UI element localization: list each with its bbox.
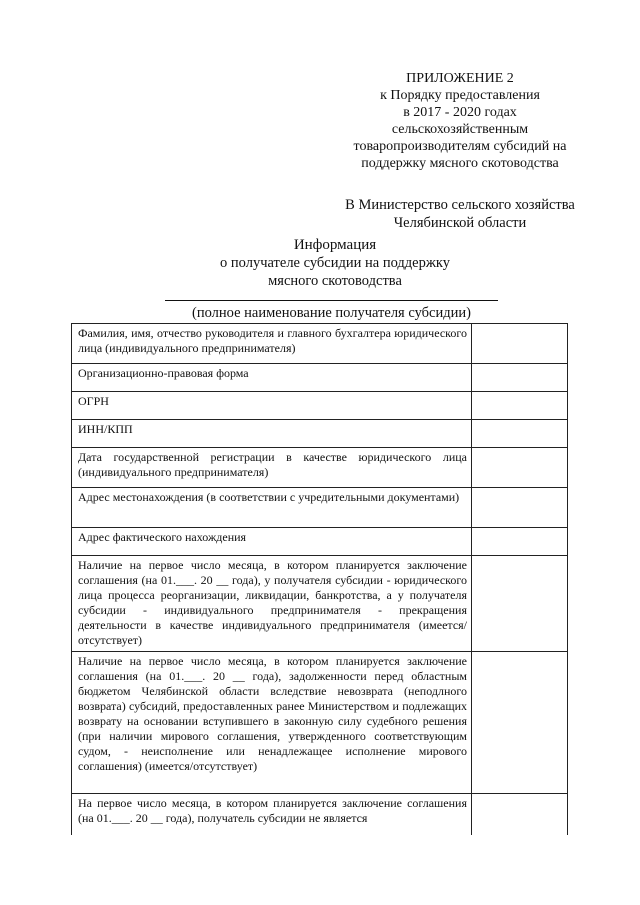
row-label: ОГРН <box>72 392 472 420</box>
appendix-line: товаропроизводителям субсидий на <box>353 139 567 154</box>
title-line: мясного скотоводства <box>268 273 402 289</box>
row-label: Адрес фактического нахождения <box>72 528 472 556</box>
recipient-name-caption: (полное наименование получателя субсидии) <box>192 305 471 321</box>
row-label: На первое число месяца, в котором планируется заключение соглашения (на 01.___. 20 __ года), получатель субсидии не является <box>72 794 472 836</box>
row-value-field[interactable] <box>472 556 568 652</box>
table-row <box>72 488 568 528</box>
appendix-line: в 2017 - 2020 годах <box>403 105 517 120</box>
table-row <box>72 324 568 364</box>
appendix-header <box>330 70 590 172</box>
appendix-line: поддержку мясного скотоводства <box>361 156 559 171</box>
row-label: Наличие на первое число месяца, в котором планируется заключение соглашения (на 01.___. 20 __ года), у получателя субсидии - юридического лица процесса реорганизации, ликвидации, банкротства, а у получателя субсидии - индивидуального предпринимателя - прекращения деятельности в качестве индивидуального предпринимателя (имеется/отсутствует) <box>72 556 472 652</box>
row-value-field[interactable] <box>472 324 568 364</box>
addressee-line: Челябинской области <box>393 215 527 231</box>
document-title <box>170 236 500 290</box>
appendix-line: сельскохозяйственным <box>391 122 529 137</box>
row-value-field[interactable] <box>472 392 568 420</box>
appendix-line: к Порядку предоставления <box>380 88 540 103</box>
table-row <box>72 794 568 836</box>
table-row <box>72 392 568 420</box>
row-label: Фамилия, имя, отчество руководителя и главного бухгалтера юридического лица (индивидуального предпринимателя) <box>72 324 472 364</box>
table-row <box>72 652 568 794</box>
title-line: о получателе субсидии на поддержку <box>220 255 450 271</box>
row-value-field[interactable] <box>472 364 568 392</box>
table-row <box>72 448 568 488</box>
table-row <box>72 528 568 556</box>
table-row <box>72 420 568 448</box>
row-value-field[interactable] <box>472 420 568 448</box>
row-label: Дата государственной регистрации в качестве юридического лица (индивидуального предпринимателя) <box>72 448 472 488</box>
table-row <box>72 364 568 392</box>
appendix-title: ПРИЛОЖЕНИЕ 2 <box>406 71 514 86</box>
table-row <box>72 556 568 652</box>
recipient-name-field[interactable] <box>165 300 498 301</box>
row-value-field[interactable] <box>472 652 568 794</box>
row-label: Организационно-правовая форма <box>72 364 472 392</box>
title-line: Информация <box>293 237 377 253</box>
info-table <box>71 323 568 835</box>
row-label: ИНН/КПП <box>72 420 472 448</box>
row-value-field[interactable] <box>472 488 568 528</box>
row-value-field[interactable] <box>472 528 568 556</box>
row-value-field[interactable] <box>472 794 568 836</box>
row-label: Наличие на первое число месяца, в котором планируется заключение соглашения (на 01.___. 20 __ года), задолженности перед областным бюджетом Челябинской области вследствие невозврата (неподлного возврата) субсидий, предоставленных ранее Министерством и подлежащих возврату на основании вступившего в законную силу судебного решения (при наличии мирового соглашения, утвержденного соответствующим судом, - неисполнение или ненадлежащее исполнение мирового соглашения) (имеется/отсутствует) <box>72 652 472 794</box>
addressee-line: В Министерство сельского хозяйства <box>345 197 575 213</box>
row-label: Адрес местонахождения (в соответствии с учредительными документами) <box>72 488 472 528</box>
row-value-field[interactable] <box>472 448 568 488</box>
addressee <box>330 196 590 232</box>
